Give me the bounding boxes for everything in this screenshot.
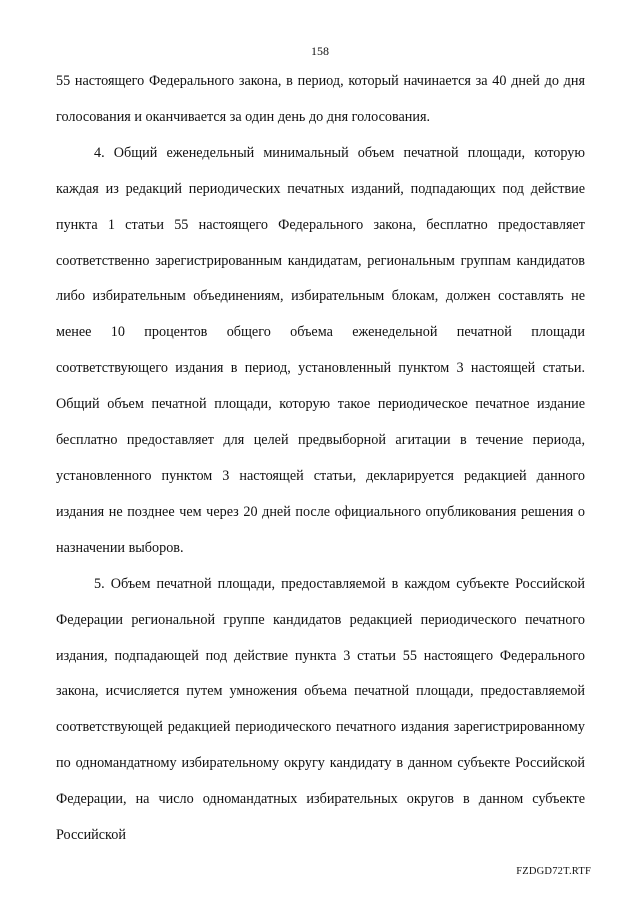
document-body [56,64,585,854]
paragraph-continuation: 55 настоящего Федерального закона, в период, который начинается за 40 дней до дня голосования и оканчивается за один день до дня голосования. [56,73,585,125]
page-number: 158 [311,44,329,58]
file-code-footer: FZDGD72T.RTF [516,866,591,877]
paragraph-item-4: 4. Общий еженедельный минимальный объем печатной площади, которую каждая из редакций периодических печатных изданий, подпадающих под действие пункта 1 статьи 55 настоящего Федерального закона, бесплатно предоставляет соответственно зарегистрированным кандидатам, региональным группам кандидатов либо избирательным объединениям, избирательным блокам, должен составлять не менее 10 процентов общего объема еженедельной печатной площади соответствующего издания в период, установленный пунктом 3 настоящей статьи. Общий объем печатной площади, которую такое периодическое печатное издание бесплатно предоставляет для целей предвыборной агитации в течение периода, установленного пунктом 3 настоящей статьи, декларируется редакцией данного издания не позднее чем через 20 дней после официального опубликования решения о назначении выборов. [56,144,585,556]
paragraph-item-5: 5. Объем печатной площади, предоставляемой в каждом субъекте Российской Федерации региональной группе кандидатов редакцией периодического печатного издания, подпадающей под действие пункта 3 статьи 55 настоящего Федерального закона, исчисляется путем умножения объема печатной площади, предоставляемой соответствующей редакцией периодического печатного издания зарегистрированному по одномандатному избирательному округу кандидату в данном субъекте Российской Федерации, на число одномандатных избирательных округов в данном субъекте Российской [56,575,585,844]
